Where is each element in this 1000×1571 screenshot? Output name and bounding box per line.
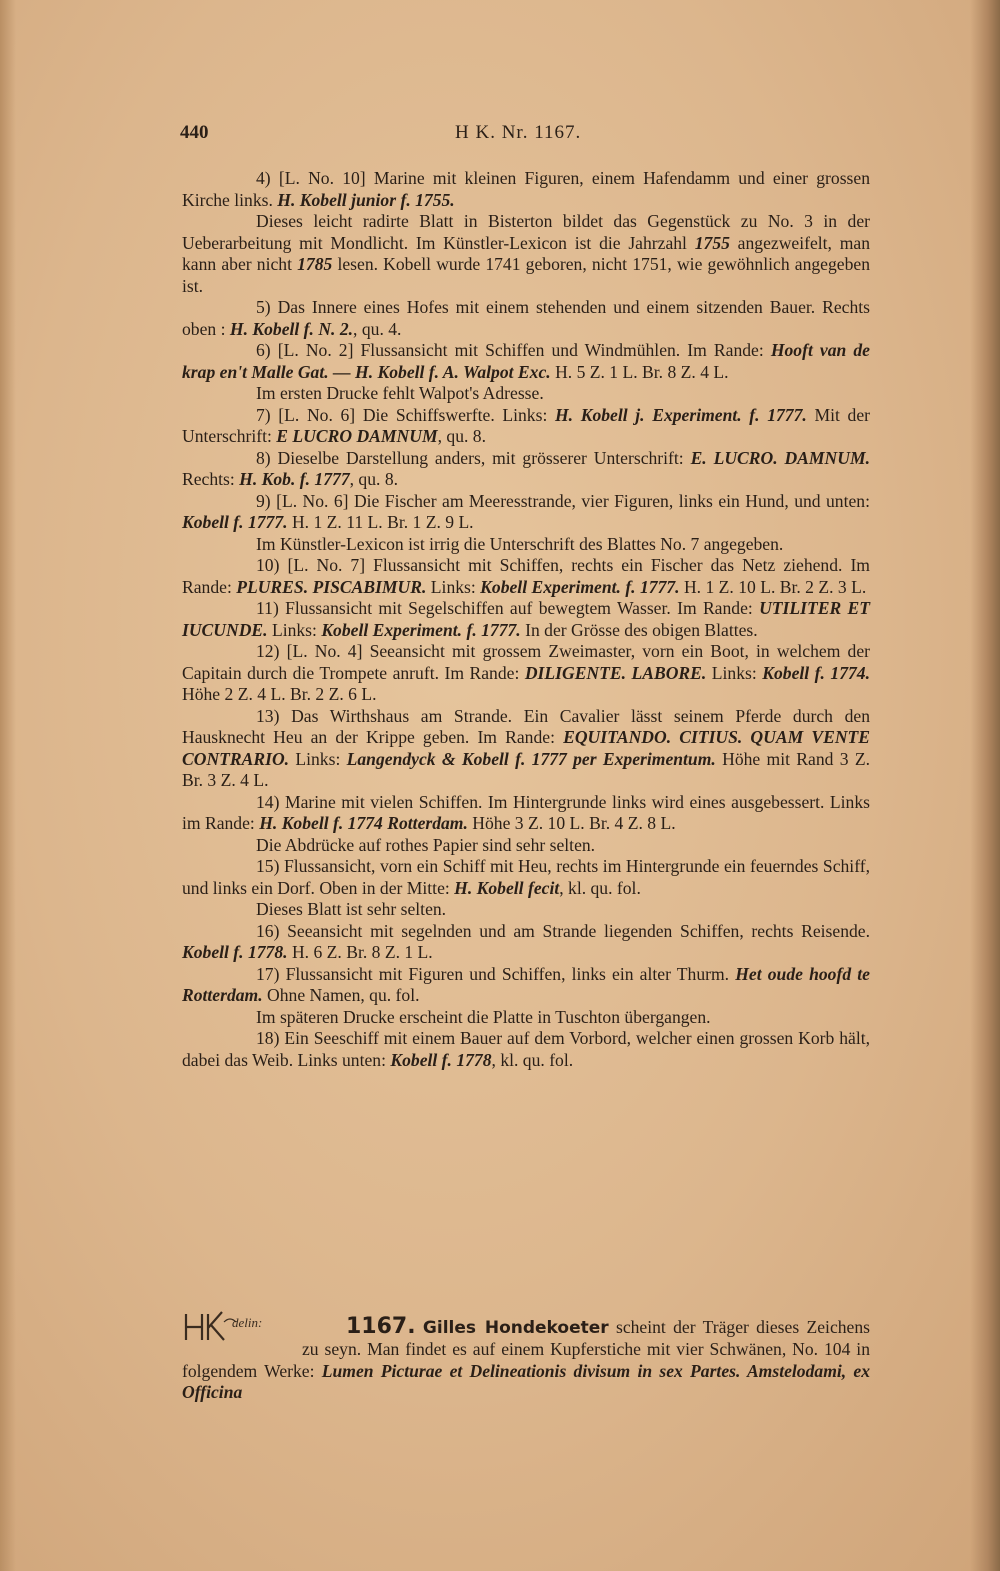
catalog-paragraph bbox=[182, 921, 870, 964]
running-head bbox=[180, 122, 870, 152]
italic-inscription: Lumen Picturae et Delineationis divisum in sex Partes. Amstelodami, ex Officina bbox=[182, 1360, 871, 1403]
text-run: Dieses Blatt ist sehr selten. bbox=[256, 899, 447, 919]
text-run: , qu. 4. bbox=[353, 318, 402, 339]
italic-inscription: H. Kobell junior f. 1755. bbox=[277, 189, 455, 210]
catalog-paragraph bbox=[182, 835, 870, 857]
text-run: In der Grösse des obigen Blattes. bbox=[520, 619, 758, 640]
text-run: 13) Das Wirthshaus am Strande. Ein Cavalier lässt seinem Pferde durch den Hausknecht Heu an der Krippe geben. Im Rande: bbox=[182, 705, 870, 747]
catalog-entries bbox=[182, 168, 870, 1071]
page-number: 440 bbox=[180, 122, 209, 143]
monogram-mark bbox=[182, 1300, 294, 1344]
catalog-paragraph bbox=[182, 1007, 870, 1029]
text-run: 7) [L. No. 6] Die Schiffswerfte. Links: bbox=[256, 404, 555, 425]
text-run: 8) Dieselbe Darstellung anders, mit grösserer Unterschrift: bbox=[256, 447, 691, 468]
catalog-paragraph bbox=[182, 491, 870, 534]
header-title: H K. Nr. 1167. bbox=[455, 122, 582, 143]
italic-inscription: Kobell f. 1774. bbox=[762, 662, 870, 683]
italic-inscription: Kobell f. 1777. bbox=[182, 512, 288, 532]
italic-inscription: UTILITER ET IUCUNDE. bbox=[182, 598, 870, 640]
italic-inscription: Kobell f. 1778 bbox=[390, 1049, 492, 1070]
text-run: , kl. qu. fol. bbox=[559, 877, 641, 898]
text-run: lesen. Kobell wurde 1741 geboren, nicht 1751, wie gewöhnlich angegeben ist. bbox=[182, 254, 870, 296]
catalog-paragraph bbox=[182, 405, 870, 448]
text-run: Dieses leicht radirte Blatt in Bisterton bildet das Gegenstück zu No. 3 in der Ueberarbeitung mit Mondlicht. Im Künstler-Lexicon ist die Jahrzahl bbox=[182, 211, 870, 253]
italic-inscription: EQUITANDO. CITIUS. QUAM VENTE CONTRARIO. bbox=[182, 727, 871, 769]
text-run: 15) Flussansicht, vorn ein Schiff mit Heu, rechts im Hintergrunde ein feuerndes Schiff, und links ein Dorf. Oben in der Mitte: bbox=[182, 856, 870, 898]
text-run: Mit der Unterschrift: bbox=[182, 404, 870, 446]
text-run: H. 1 Z. 10 L. Br. 2 Z. 3 L. bbox=[679, 576, 867, 597]
italic-inscription: PLURES. PISCABIMUR. bbox=[236, 576, 427, 597]
text-run: , qu. 8. bbox=[437, 426, 486, 446]
catalog-paragraph bbox=[182, 340, 870, 383]
text-run: Höhe 3 Z. 10 L. Br. 4 Z. 8 L. bbox=[467, 813, 676, 833]
text-run: Rechts: bbox=[182, 469, 240, 489]
catalog-paragraph bbox=[182, 555, 870, 598]
text-run: H. 6 Z. Br. 8 Z. 1 L. bbox=[287, 942, 433, 962]
italic-inscription: Kobell Experiment. f. 1777. bbox=[321, 619, 521, 640]
catalog-paragraph bbox=[182, 297, 870, 340]
italic-inscription: Kobell f. 1778. bbox=[182, 942, 288, 962]
text-run: 4) [L. No. 10] Marine mit kleinen Figuren, einem Hafendamm und einer grossen Kirche links. bbox=[182, 168, 870, 210]
text-run: scheint der Träger dieses Zeichens zu seyn. Man findet es auf einem Kupferstiche mit vier Schwänen, No. 104 in folgendem Werke: bbox=[182, 1316, 870, 1381]
text-run: Die Abdrücke auf rothes Papier sind sehr selten. bbox=[256, 834, 596, 855]
text-run: 6) [L. No. 2] Flussansicht mit Schiffen und Windmühlen. Im Rande: bbox=[256, 340, 771, 360]
text-run: Ohne Namen, qu. fol. bbox=[262, 985, 420, 1005]
italic-inscription: Langendyck & Kobell f. 1777 per Experimentum. bbox=[346, 748, 716, 769]
text-run: 17) Flussansicht mit Figuren und Schiffen, links ein alter Thurm. bbox=[256, 963, 736, 984]
catalog-paragraph bbox=[182, 964, 870, 1007]
text-run: Links: bbox=[267, 619, 322, 640]
text-run: , qu. 8. bbox=[349, 469, 399, 489]
catalog-paragraph bbox=[182, 448, 870, 491]
catalog-paragraph bbox=[182, 706, 870, 792]
text-run: Im späteren Drucke erscheint die Platte in Tuschton übergangen. bbox=[256, 1006, 711, 1027]
catalog-paragraph bbox=[182, 534, 870, 556]
entry-artist-name: Gilles Hondekoeter bbox=[422, 1317, 609, 1338]
text-run: Höhe 2 Z. 4 L. Br. 2 Z. 6 L. bbox=[182, 684, 377, 704]
entry-number: 1167. bbox=[346, 1313, 416, 1339]
italic-inscription: H. Kobell fecit bbox=[454, 877, 560, 898]
text-run: H. 1 Z. 11 L. Br. 1 Z. 9 L. bbox=[287, 512, 474, 532]
text-run: 11) Flussansicht mit Segelschiffen auf bewegtem Wasser. Im Rande: bbox=[256, 598, 760, 618]
text-run: Links: bbox=[426, 576, 481, 597]
text-run: Im Künstler-Lexicon ist irrig die Unterschrift des Blattes No. 7 angegeben. bbox=[256, 533, 784, 554]
text-run: 18) Ein Seeschiff mit einem Bauer auf dem Vorbord, welcher einen grossen Korb hält, dabei das Weib. Links unten: bbox=[182, 1028, 870, 1070]
entry-1167 bbox=[182, 1298, 870, 1421]
text-run: Links: bbox=[706, 662, 763, 683]
catalog-paragraph bbox=[182, 856, 870, 899]
text-run: , kl. qu. fol. bbox=[491, 1049, 574, 1070]
text-run: Links: bbox=[289, 748, 347, 769]
italic-inscription: Kobell Experiment. f. 1777. bbox=[480, 576, 680, 597]
italic-inscription: E. LUCRO. DAMNUM. bbox=[690, 447, 871, 468]
italic-inscription: DILIGENTE. LABORE. bbox=[524, 662, 707, 683]
text-run: 12) [L. No. 4] Seeansicht mit grossem Zweimaster, vorn ein Boot, in welchem der Capitain durch die Trompete anruft. Im Rande: bbox=[182, 641, 870, 683]
text-run: 14) Marine mit vielen Schiffen. Im Hintergrunde links wird eines ausgebessert. Links im Rande: bbox=[182, 791, 870, 833]
text-run: H. 5 Z. 1 L. Br. 8 Z. 4 L. bbox=[550, 361, 729, 382]
text-run: 10) [L. No. 7] Flussansicht mit Schiffen, rechts ein Fischer das Netz ziehend. Im Rande: bbox=[182, 555, 870, 597]
catalog-paragraph bbox=[182, 211, 870, 297]
catalog-paragraph bbox=[182, 168, 870, 211]
text-run: angezweifelt, man kann aber nicht bbox=[182, 232, 870, 274]
page-edge-left bbox=[0, 0, 16, 1571]
italic-inscription: H. Kobell f. N. 2. bbox=[229, 318, 354, 339]
catalog-paragraph bbox=[182, 792, 870, 835]
italic-inscription: E LUCRO DAMNUM bbox=[276, 426, 438, 446]
italic-inscription: H. Kobell j. Experiment. f. 1777. bbox=[554, 404, 807, 425]
italic-inscription: Het oude hoofd te Rotterdam. bbox=[182, 963, 870, 1005]
italic-inscription: H. Kob. f. 1777 bbox=[239, 469, 350, 489]
text-run: 9) [L. No. 6] Die Fischer am Meeresstrande, vier Figuren, links ein Hund, und unten: bbox=[256, 490, 870, 511]
italic-inscription: 1785 bbox=[297, 254, 333, 274]
catalog-paragraph bbox=[182, 383, 870, 405]
italic-inscription: H. Kobell f. 1774 Rotterdam. bbox=[259, 813, 468, 833]
italic-inscription: 1755 bbox=[694, 232, 730, 253]
catalog-paragraph bbox=[182, 899, 870, 921]
text-run: Höhe mit Rand 3 Z. Br. 3 Z. 4 L. bbox=[182, 748, 870, 790]
text-run: 16) Seeansicht mit segelnden und am Strande liegenden Schiffen, rechts Reisende. bbox=[256, 920, 870, 941]
italic-inscription: Hooft van de krap en't Malle Gat. — H. Kobell f. A. Walpot Exc. bbox=[182, 340, 870, 382]
catalog-paragraph bbox=[182, 598, 870, 641]
page-edge-right bbox=[970, 0, 1000, 1571]
catalog-paragraph bbox=[182, 1028, 870, 1071]
text-run: 5) Das Innere eines Hofes mit einem stehenden und einem sitzenden Bauer. Rechts oben : bbox=[182, 297, 870, 339]
text-run: Im ersten Drucke fehlt Walpot's Adresse. bbox=[256, 383, 544, 403]
catalog-paragraph bbox=[182, 641, 870, 706]
monogram-text: delin: bbox=[232, 1315, 263, 1330]
